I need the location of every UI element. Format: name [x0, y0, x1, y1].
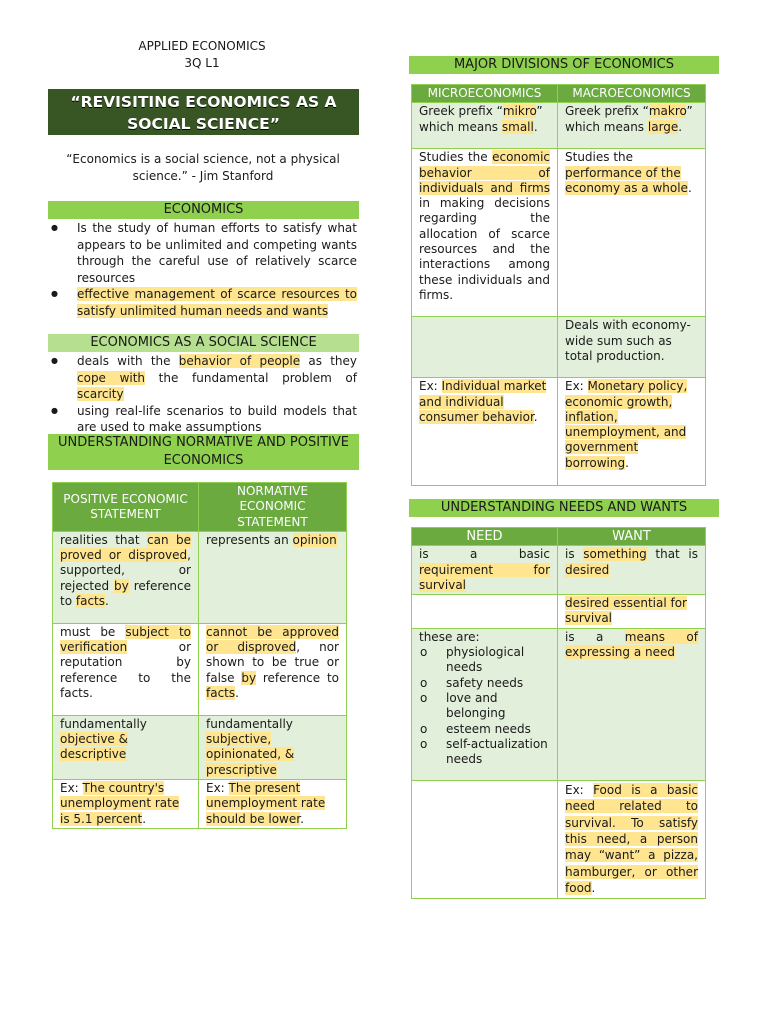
table-row: Studies the economic behavior of individuals and firms in making decisions regarding the allocation of scarce resources and the interactions among these individuals and firms. Studies the performance of the economy as a whole.	[412, 149, 706, 317]
positive-normative-table	[52, 482, 347, 829]
page-title: “REVISITING ECONOMICS AS A SOCIAL SCIENCE”	[48, 89, 359, 135]
table-row: Ex: Food is a basic need related to survival. To satisfy this need, a person may “want” a pizza, hamburger, or other food.	[412, 780, 706, 898]
economics-heading: ECONOMICS	[48, 201, 359, 219]
column-header: MACROECONOMICS	[558, 85, 706, 103]
list-item: o esteem needs	[419, 722, 550, 737]
divisions-table	[411, 84, 706, 486]
list-item: ● effective management of scarce resources to satisfy unlimited human needs and wants	[48, 286, 357, 319]
normative-heading: UNDERSTANDING NORMATIVE AND POSITIVE ECONOMICS	[48, 434, 359, 470]
column-header: MICROECONOMICS	[412, 85, 558, 103]
table-row: Deals with economy-wide sum such as total production.	[412, 317, 706, 378]
table-row: fundamentally objective & descriptive fundamentally subjective, opinionated, & prescriptive	[53, 715, 347, 779]
list-item: ● Is the study of human efforts to satisfy what appears to be unlimited and competing wants through the careful use of relatively scarce resources	[48, 220, 357, 286]
social-science-list	[48, 353, 357, 436]
needs-wants-heading: UNDERSTANDING NEEDS AND WANTS	[409, 499, 719, 517]
quote: “Economics is a social science, not a physical science.” - Jim Stanford	[66, 152, 340, 183]
table-row: is a basic requirement for survival is something that is desired	[412, 546, 706, 595]
table-row: must be subject to verification or reputation by reference to the facts. cannot be approved or disproved, nor shown to be true or false by reference to facts.	[53, 623, 347, 715]
divisions-heading: MAJOR DIVISIONS OF ECONOMICS	[409, 56, 719, 74]
list-item: o love and belonging	[419, 691, 550, 722]
subject-label: APPLIED ECONOMICS	[138, 39, 266, 53]
doc-header	[100, 38, 304, 72]
list-item: o self-actualization needs	[419, 737, 550, 768]
table-row: Greek prefix “mikro” which means small. Greek prefix “makro” which means large.	[412, 103, 706, 149]
list-item: o safety needs	[419, 676, 550, 691]
social-science-heading: ECONOMICS AS A SOCIAL SCIENCE	[48, 334, 359, 352]
list-item: o physiological needs	[419, 645, 550, 676]
needs-wants-table	[411, 527, 706, 899]
table-row: desired essential for survival	[412, 595, 706, 629]
column-header: POSITIVE ECONOMIC STATEMENT	[53, 483, 199, 532]
economics-list	[48, 220, 357, 319]
column-header: WANT	[558, 528, 706, 546]
table-row: Ex: Individual market and individual consumer behavior. Ex: Monetary policy, economic growth, inflation, unemployment, and government borrowing.	[412, 378, 706, 486]
table-row: these are: o physiological needs o safety needs o love and belonging o esteem needs o self-actualization needs is a means of expressing a need	[412, 628, 706, 780]
column-header: NEED	[412, 528, 558, 546]
column-header: NORMATIVE ECONOMIC STATEMENT	[199, 483, 347, 532]
table-row: realities that can be proved or disproved, supported, or rejected by reference to facts. represents an opinion	[53, 531, 347, 623]
list-item: ● deals with the behavior of people as they cope with the fundamental problem of scarcity	[48, 353, 357, 403]
table-row: Ex: The country's unemployment rate is 5.1 percent. Ex: The present unemployment rate should be lower.	[53, 780, 347, 829]
lesson-code: 3Q L1	[184, 56, 220, 70]
list-item: ● using real-life scenarios to build models that are used to make assumptions	[48, 403, 357, 436]
needs-list	[419, 645, 550, 767]
